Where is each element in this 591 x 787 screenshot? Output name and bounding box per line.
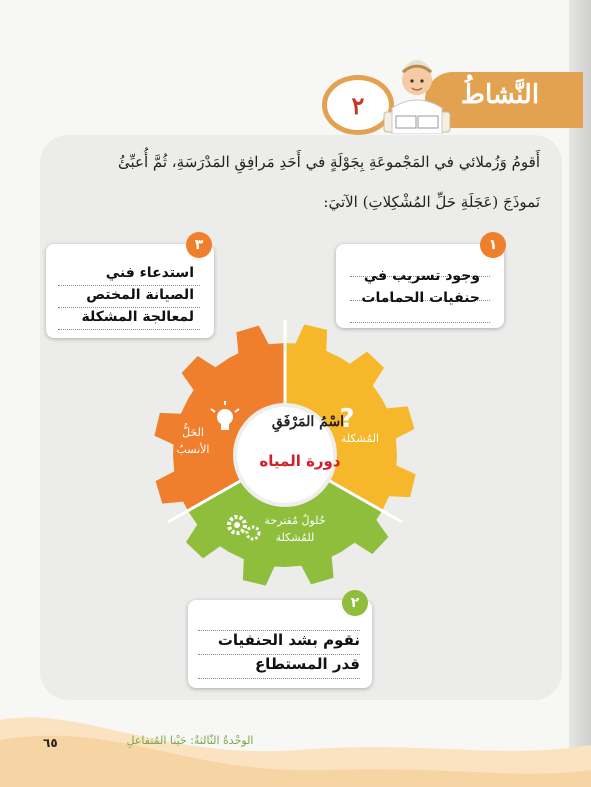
card-text-line: لمعالجة المشكلة [81,309,194,325]
facility-name: دورة المياه [259,452,341,470]
facility-title: اسْمُ المَرْفَقِ [271,414,345,430]
activity-title: النَّشاطُ [460,80,540,110]
card-text-line: حنفيات الحمامات [361,290,480,306]
card-line [198,678,360,679]
wheel-label-line: حُلولٌ مُقترحة [264,514,326,527]
wheel-label-problem: المُشكلة [340,432,380,445]
bottom-wave-decoration [0,700,591,787]
card-text-line: قدر المستطاع [254,655,360,673]
student-illustration [378,50,456,134]
problem-card-text [340,265,480,309]
card-number: ٣ [194,237,204,253]
wheel-label-line: الحَلُّ [182,426,204,439]
activity-instruction [70,142,540,222]
best-solution-card-text [60,262,194,328]
wheel-label-proposed [255,512,335,546]
instruction-line-1: أَقومُ وَزُملائي في المَجْموعَةِ بِجَوْلَةٍ في أَحَدِ مَرافِقِ المَدْرَسَةِ، ثُمَّ أُعبِّئُ [117,153,540,171]
instruction-line-2: نَموذَجَ (عَجَلَةِ حَلِّ المُشْكِلاتِ) الآتيَ: [323,193,540,211]
card-number: ١ [488,237,498,253]
page-number: ٦٥ [43,736,58,750]
card-text-line: وجود تسريب في [363,268,480,284]
wheel-label-line: للمُشكلة [275,531,315,544]
question-mark-icon: ? [339,404,355,434]
card-number-badge [186,232,212,258]
activity-number: ٢ [351,90,365,120]
card-text-line: استدعاء فني [105,265,194,281]
footer-unit-title: الوحْدةُ الثّالثةُ: حَيْنا المُتفاعلِ [126,734,254,747]
proposed-solutions-card-text [196,628,360,676]
card-text-line: نقوم بشد الحنفيات [217,631,360,649]
wheel-label-solution [168,424,218,458]
wheel-label-line: الأنسبُ [176,443,210,456]
card-number: ٢ [350,595,360,611]
card-number-badge [342,590,368,616]
card-number-badge [480,232,506,258]
card-text-line: الصيانة المختص [86,287,194,303]
